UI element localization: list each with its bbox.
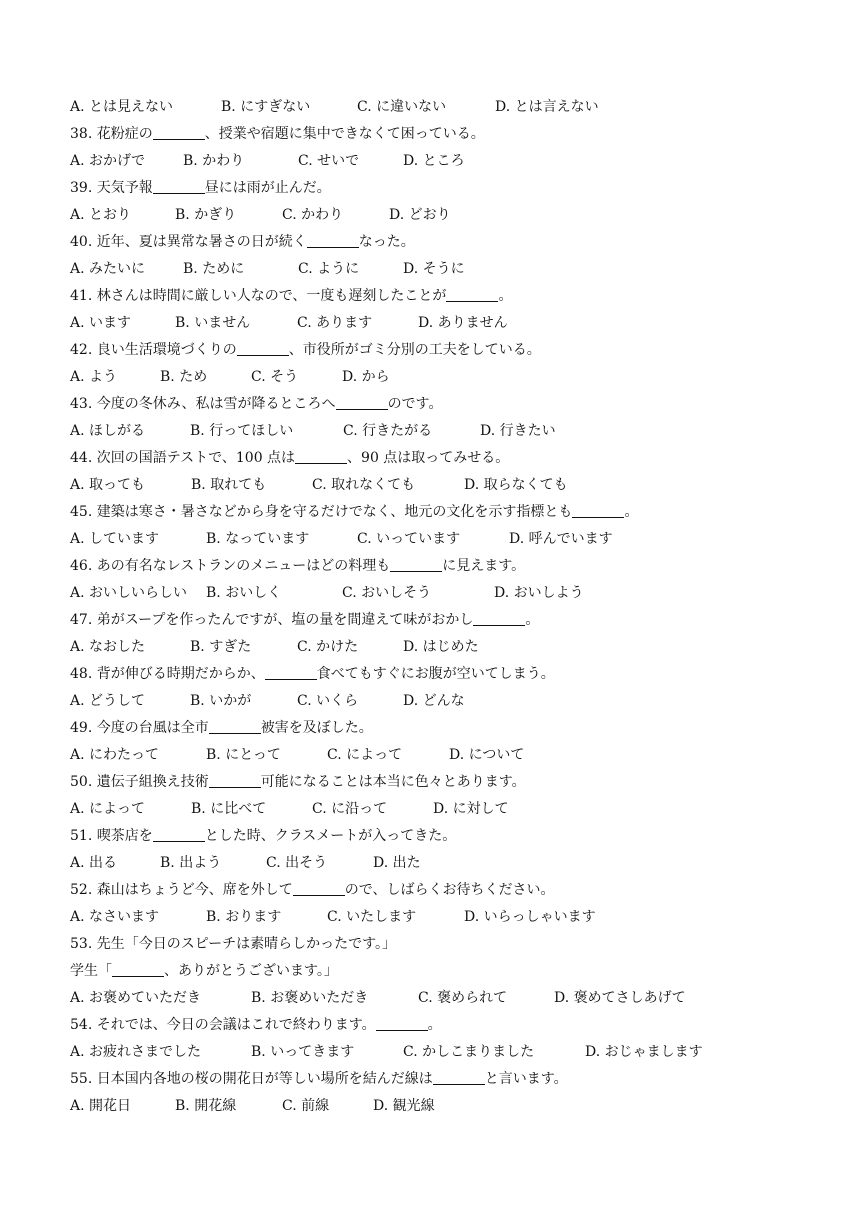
options-row [70, 151, 830, 178]
options-row [70, 1096, 830, 1123]
option-c: C. そう [251, 369, 299, 385]
question-text-after: とした時、クラスメートが入ってきた。 [204, 828, 457, 844]
question-text-after: 。 [624, 504, 639, 520]
question-text-before: 41. 林さんは時間に厳しい人なので、一度も遅刻したことが [70, 288, 447, 304]
answer-blank [293, 881, 345, 896]
question-text-before: 46. あの有名なレストランのメニューはどの料理も [70, 558, 391, 574]
option-b: B. おります [206, 909, 282, 925]
question-text-before: 50. 遺伝子組換え技術 [70, 774, 209, 790]
options-row [70, 97, 830, 124]
answer-blank [153, 179, 205, 194]
options-row [70, 745, 830, 772]
option-b: B. ため [160, 369, 208, 385]
option-c: C. ように [298, 261, 360, 277]
question-text-after: 、市役所がゴミ分別の工夫をしている。 [288, 342, 541, 358]
option-d: D. ところ [403, 153, 465, 169]
option-c: C. 行きたがる [343, 423, 433, 439]
question-line [70, 556, 830, 583]
question-line [70, 1015, 830, 1042]
option-c: C. いたします [327, 909, 417, 925]
options-row [70, 475, 830, 502]
answer-blank [376, 1016, 428, 1031]
question-text-before: 38. 花粉症の [70, 126, 153, 142]
option-c: C. いくら [297, 693, 359, 709]
answer-blank [433, 1070, 485, 1085]
options-row [70, 853, 830, 880]
option-b: B. いません [175, 315, 251, 331]
question-line [70, 232, 830, 259]
question-text-before: 44. 次回の国語テストで、100 点は [70, 450, 296, 466]
question-line [70, 394, 830, 421]
question-line [70, 1069, 830, 1096]
option-c: C. あります [297, 315, 373, 331]
question-text-before: 40. 近年、夏は異常な暑さの日が続く [70, 234, 307, 250]
answer-blank [209, 719, 261, 734]
exam-page [70, 97, 830, 1123]
option-a: A. とは見えない [70, 99, 174, 115]
question-line [70, 340, 830, 367]
question-text-before: 52. 森山はちょうど今、席を外して [70, 882, 293, 898]
option-b: B. お褒めいただき [251, 990, 369, 1006]
question-text-before: 55. 日本国内各地の桜の開花日が等しい場所を結んだ線は [70, 1071, 433, 1087]
question-text-after: 可能になることは本当に色々とあります。 [260, 774, 526, 790]
question-line [70, 178, 830, 205]
option-c: C. によって [327, 747, 403, 763]
option-b: B. すぎた [190, 639, 252, 655]
option-b: B. なっています [206, 531, 310, 547]
question-line [70, 286, 830, 313]
question-text-before: 51. 喫茶店を [70, 828, 153, 844]
option-c: C. かけた [297, 639, 359, 655]
option-a: A. にわたって [70, 747, 160, 763]
option-b: B. ために [183, 261, 245, 277]
question-text-after: 被害を及ぼした。 [260, 720, 373, 736]
option-d: D. とは言えない [495, 99, 599, 115]
option-c: C. かしこまりました [403, 1044, 535, 1060]
option-c: C. に違いない [357, 99, 447, 115]
option-c: C. おいしそう [342, 585, 432, 601]
question-line [70, 448, 830, 475]
options-row [70, 205, 830, 232]
option-b: B. いかが [190, 693, 252, 709]
option-c: C. 出そう [266, 855, 328, 871]
option-a: A. 開花日 [70, 1098, 132, 1114]
question-text-after: 。 [427, 1017, 442, 1033]
option-d: D. どんな [403, 693, 465, 709]
options-row [70, 988, 830, 1015]
answer-blank [295, 449, 347, 464]
option-a: A. います [70, 315, 132, 331]
answer-blank [446, 287, 498, 302]
question-text-after: 。 [525, 612, 540, 628]
answer-blank [473, 611, 525, 626]
question-text-before: 48. 背が伸びる時期だからか、 [70, 666, 265, 682]
option-a: A. みたいに [70, 261, 146, 277]
option-d: D. 呼んでいます [509, 531, 613, 547]
question-text-before: 45. 建築は寒さ・暑さなどから身を守るだけでなく、地元の文化を示す指標とも [70, 504, 573, 520]
question-text-before: 47. 弟がスープを作ったんですが、塩の量を間違えて味がおかし [70, 612, 474, 628]
option-d: D. おじゃまします [585, 1044, 703, 1060]
question-line [70, 502, 830, 529]
options-row [70, 529, 830, 556]
option-d: D. 観光線 [373, 1098, 435, 1114]
option-d: D. 行きたい [480, 423, 556, 439]
answer-blank [265, 665, 317, 680]
question-line [70, 664, 830, 691]
answer-blank [209, 773, 261, 788]
option-d: D. どおり [389, 207, 451, 223]
question-text-after: と言います。 [484, 1071, 568, 1087]
option-a: A. なおした [70, 639, 146, 655]
question-text-before: 39. 天気予報 [70, 180, 153, 196]
option-b: B. 出よう [160, 855, 222, 871]
question-text-after: 食べてもすぐにお腹が空いてしまう。 [316, 666, 555, 682]
answer-blank [237, 341, 289, 356]
question-text-after: ので、しばらくお待ちください。 [344, 882, 555, 898]
option-d: D. ありません [418, 315, 508, 331]
option-b: B. にとって [206, 747, 281, 763]
question-line [70, 934, 830, 961]
option-a: A. によって [70, 801, 146, 817]
option-c: C. いっています [357, 531, 461, 547]
options-row [70, 421, 830, 448]
question-text-before: 49. 今度の台風は全市 [70, 720, 209, 736]
option-a: A. どうして [70, 693, 146, 709]
question-text-after: 。 [498, 288, 513, 304]
answer-blank [112, 962, 164, 977]
option-d: D. に対して [433, 801, 509, 817]
question-line [70, 124, 830, 151]
options-row [70, 799, 830, 826]
answer-blank [572, 503, 624, 518]
option-d: D. 出た [373, 855, 421, 871]
option-a: A. ほしがる [70, 423, 146, 439]
option-b: B. おいしく [206, 585, 282, 601]
option-c: C. せいで [298, 153, 360, 169]
option-a: A. 出る [70, 855, 118, 871]
option-d: D. おいしよう [494, 585, 584, 601]
option-a: A. おいしいらしい [70, 585, 188, 601]
question-text-after: に見えます。 [442, 558, 526, 574]
option-a: A. お疲れさまでした [70, 1044, 202, 1060]
question-text-before: 学生「 [70, 963, 112, 979]
option-b: B. 取れても [191, 477, 267, 493]
question-line [70, 772, 830, 799]
options-row [70, 907, 830, 934]
option-b: B. にすぎない [221, 99, 311, 115]
question-text: 53. 先生「今日のスピーチは素晴らしかったです。」 [70, 936, 397, 952]
question-line [70, 718, 830, 745]
option-d: D. から [342, 369, 390, 385]
options-row [70, 259, 830, 286]
option-b: B. に比べて [191, 801, 267, 817]
question-text-after: 、ありがとうございます。」 [164, 963, 338, 979]
option-a: A. お褒めていただき [70, 990, 202, 1006]
option-c: C. かわり [282, 207, 344, 223]
option-a: A. とおり [70, 207, 132, 223]
options-row [70, 637, 830, 664]
option-b: B. かわり [183, 153, 245, 169]
answer-blank [307, 233, 359, 248]
question-text-after: なった。 [358, 234, 415, 250]
option-a: A. よう [70, 369, 118, 385]
option-d: D. いらっしゃいます [464, 909, 596, 925]
option-b: B. 開花線 [175, 1098, 237, 1114]
options-row [70, 367, 830, 394]
question-line [70, 961, 830, 988]
option-d: D. そうに [403, 261, 465, 277]
option-d: D. 取らなくても [464, 477, 568, 493]
question-text-after: のです。 [387, 396, 443, 412]
question-text-after: 、90 点は取ってみせる。 [347, 450, 510, 466]
option-d: D. 褒めてさしあげて [554, 990, 686, 1006]
option-c: C. 前線 [282, 1098, 330, 1114]
answer-blank [153, 827, 205, 842]
option-d: D. について [449, 747, 525, 763]
question-text-after: 昼には雨が止んだ。 [204, 180, 331, 196]
question-line [70, 826, 830, 853]
question-line [70, 880, 830, 907]
option-c: C. 取れなくても [312, 477, 416, 493]
question-text-after: 、授業や宿題に集中できなくて困っている。 [204, 126, 485, 142]
option-a: A. しています [70, 531, 160, 547]
answer-blank [390, 557, 442, 572]
question-text-before: 43. 今度の冬休み、私は雪が降るところへ [70, 396, 336, 412]
option-a: A. なさいます [70, 909, 160, 925]
options-row [70, 691, 830, 718]
question-text-before: 54. それでは、今日の会議はこれで終わります。 [70, 1017, 376, 1033]
option-c: C. に沿って [312, 801, 388, 817]
option-b: B. いってきます [251, 1044, 355, 1060]
answer-blank [336, 395, 388, 410]
option-d: D. はじめた [403, 639, 479, 655]
question-text-before: 42. 良い生活環境づくりの [70, 342, 237, 358]
options-row [70, 313, 830, 340]
answer-blank [153, 125, 205, 140]
option-b: B. 行ってほしい [190, 423, 294, 439]
options-row [70, 583, 830, 610]
option-a: A. おかげで [70, 153, 146, 169]
options-row [70, 1042, 830, 1069]
option-a: A. 取っても [70, 477, 146, 493]
option-c: C. 褒められて [418, 990, 508, 1006]
question-line [70, 610, 830, 637]
option-b: B. かぎり [175, 207, 237, 223]
